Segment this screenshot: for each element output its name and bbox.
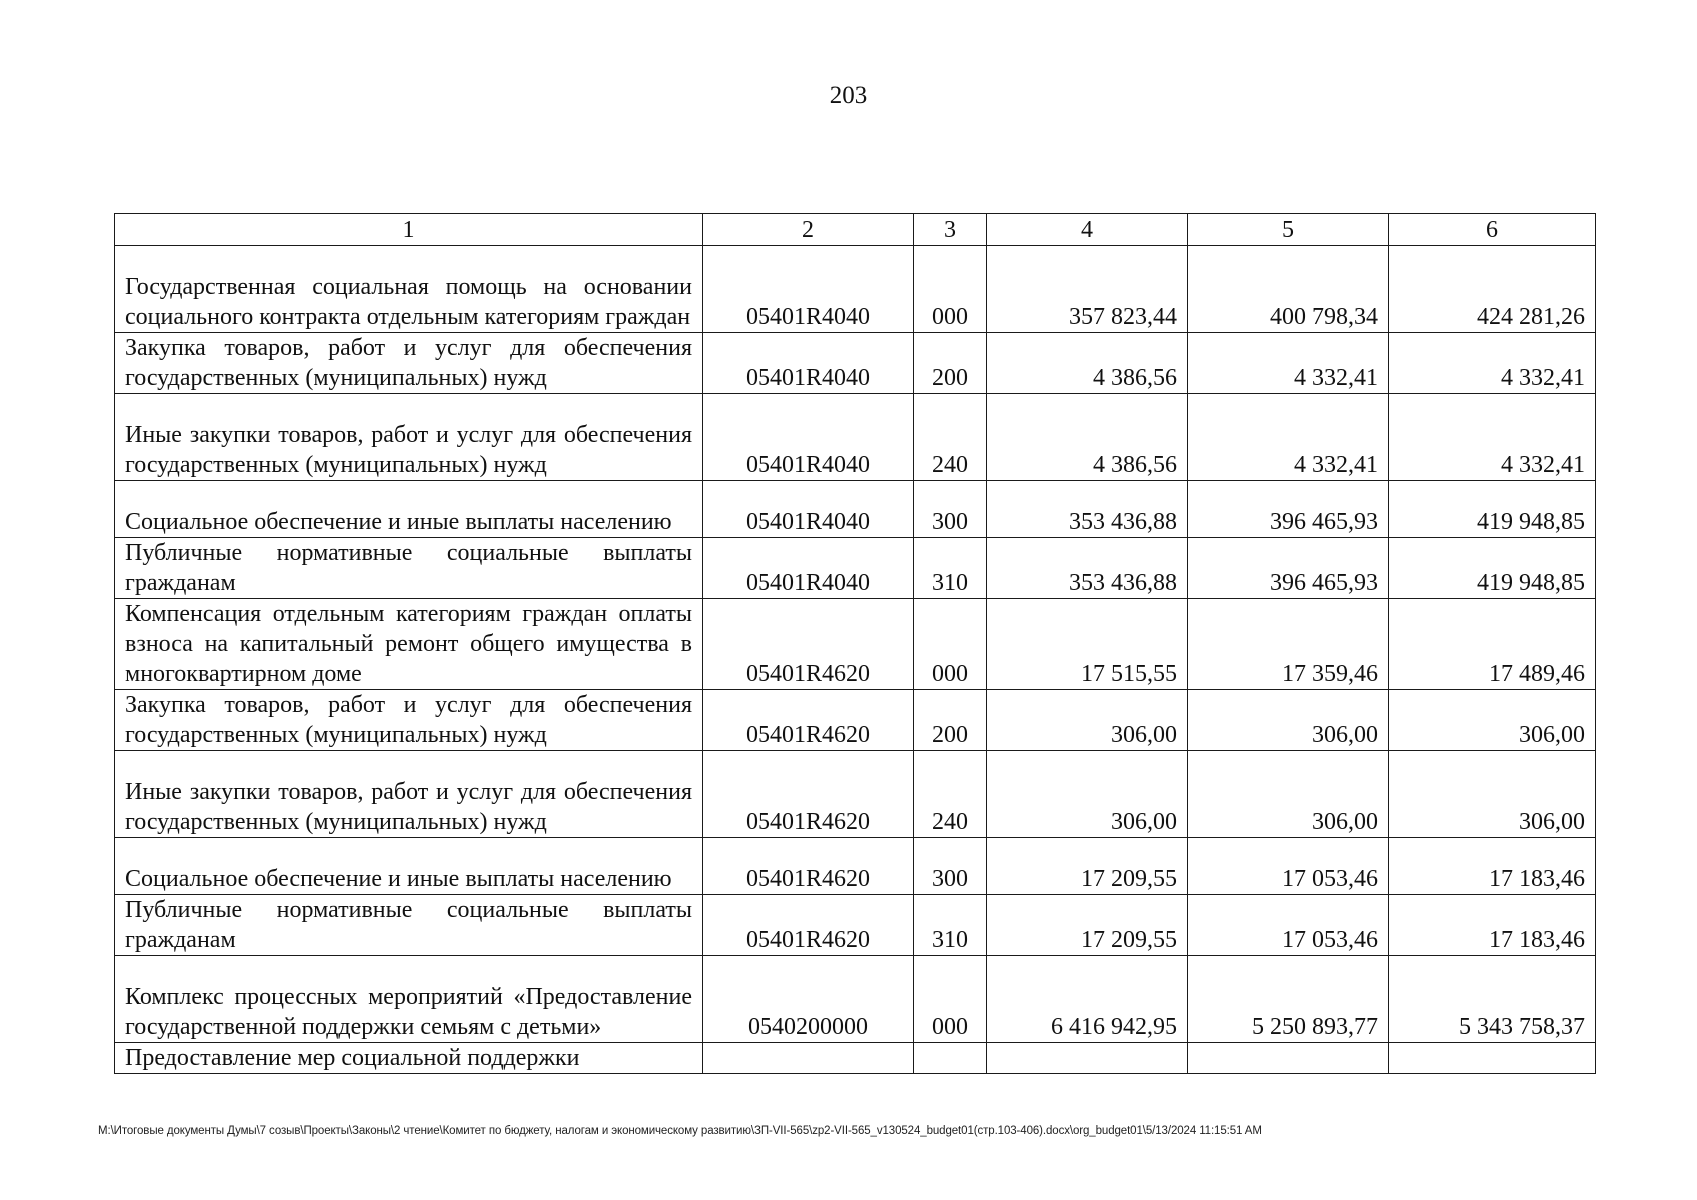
row-value-col4-cell: 17 515,55	[987, 599, 1188, 690]
table-row	[115, 481, 1596, 538]
row-value-col4-cell: 4 386,56	[987, 394, 1188, 481]
row-value-col6-cell: 5 343 758,37	[1389, 956, 1596, 1043]
row-type-cell: 310	[914, 538, 987, 599]
row-name-cell: Социальное обеспечение и иные выплаты населению	[115, 838, 703, 895]
row-code-cell: 05401R4040	[703, 333, 914, 394]
row-value-col6-cell: 4 332,41	[1389, 333, 1596, 394]
table-body	[115, 246, 1596, 1074]
row-value-col4-cell: 353 436,88	[987, 481, 1188, 538]
row-value-col6-cell: 4 332,41	[1389, 394, 1596, 481]
row-type-cell: 240	[914, 751, 987, 838]
row-value-col5-cell: 400 798,34	[1188, 246, 1389, 333]
table-row	[115, 599, 1596, 690]
column-header-4: 4	[987, 214, 1188, 246]
column-header-5: 5	[1188, 214, 1389, 246]
row-type-cell: 240	[914, 394, 987, 481]
row-type-cell: 300	[914, 838, 987, 895]
table-row	[115, 690, 1596, 751]
table-row	[115, 538, 1596, 599]
table-header-row	[115, 214, 1596, 246]
row-value-col6-cell: 424 281,26	[1389, 246, 1596, 333]
row-code-cell: 05401R4040	[703, 538, 914, 599]
row-value-col5-cell: 396 465,93	[1188, 538, 1389, 599]
row-code-cell: 05401R4620	[703, 895, 914, 956]
table-row	[115, 246, 1596, 333]
column-header-3: 3	[914, 214, 987, 246]
row-type-cell: 300	[914, 481, 987, 538]
table-row	[115, 838, 1596, 895]
column-header-6: 6	[1389, 214, 1596, 246]
row-type-cell: 200	[914, 333, 987, 394]
row-value-col6-cell: 419 948,85	[1389, 538, 1596, 599]
row-name-cell: Иные закупки товаров, работ и услуг для обеспечения государственных (муниципальных) нужд	[115, 751, 703, 838]
row-value-col4-cell: 357 823,44	[987, 246, 1188, 333]
row-name-cell: Государственная социальная помощь на основании социального контракта отдельным категориям граждан	[115, 246, 703, 333]
row-code-cell: 05401R4040	[703, 246, 914, 333]
row-value-col6-cell: 306,00	[1389, 690, 1596, 751]
row-value-col5-cell	[1188, 1043, 1389, 1074]
table-row	[115, 394, 1596, 481]
row-value-col5-cell: 4 332,41	[1188, 333, 1389, 394]
row-name-cell: Иные закупки товаров, работ и услуг для обеспечения государственных (муниципальных) нужд	[115, 394, 703, 481]
row-code-cell: 05401R4620	[703, 599, 914, 690]
row-value-col6-cell	[1389, 1043, 1596, 1074]
row-name-cell: Социальное обеспечение и иные выплаты населению	[115, 481, 703, 538]
row-value-col6-cell: 306,00	[1389, 751, 1596, 838]
row-value-col5-cell: 5 250 893,77	[1188, 956, 1389, 1043]
row-name-cell: Публичные нормативные социальные выплаты гражданам	[115, 538, 703, 599]
row-type-cell	[914, 1043, 987, 1074]
row-value-col5-cell: 306,00	[1188, 690, 1389, 751]
row-value-col5-cell: 4 332,41	[1188, 394, 1389, 481]
row-value-col4-cell: 17 209,55	[987, 895, 1188, 956]
row-name-cell: Компенсация отдельным категориям граждан оплаты взноса на капитальный ремонт общего имущества в многоквартирном доме	[115, 599, 703, 690]
row-type-cell: 200	[914, 690, 987, 751]
row-value-col4-cell: 306,00	[987, 690, 1188, 751]
row-value-col4-cell: 4 386,56	[987, 333, 1188, 394]
row-name-cell: Закупка товаров, работ и услуг для обеспечения государственных (муниципальных) нужд	[115, 333, 703, 394]
row-type-cell: 000	[914, 246, 987, 333]
row-value-col4-cell: 353 436,88	[987, 538, 1188, 599]
table-row	[115, 751, 1596, 838]
table-row	[115, 956, 1596, 1043]
row-value-col4-cell: 17 209,55	[987, 838, 1188, 895]
row-value-col5-cell: 17 359,46	[1188, 599, 1389, 690]
row-code-cell: 05401R4620	[703, 751, 914, 838]
row-code-cell: 0540200000	[703, 956, 914, 1043]
row-value-col5-cell: 17 053,46	[1188, 895, 1389, 956]
row-value-col6-cell: 17 183,46	[1389, 895, 1596, 956]
row-name-cell: Предоставление мер социальной поддержки	[115, 1043, 703, 1074]
row-type-cell: 000	[914, 599, 987, 690]
row-value-col4-cell: 306,00	[987, 751, 1188, 838]
row-value-col6-cell: 17 489,46	[1389, 599, 1596, 690]
table-row	[115, 1043, 1596, 1074]
budget-table	[114, 213, 1596, 1074]
row-code-cell: 05401R4620	[703, 838, 914, 895]
row-value-col6-cell: 419 948,85	[1389, 481, 1596, 538]
row-code-cell: 05401R4620	[703, 690, 914, 751]
row-type-cell: 310	[914, 895, 987, 956]
row-value-col4-cell	[987, 1043, 1188, 1074]
row-code-cell	[703, 1043, 914, 1074]
row-value-col5-cell: 396 465,93	[1188, 481, 1389, 538]
row-code-cell: 05401R4040	[703, 481, 914, 538]
row-code-cell: 05401R4040	[703, 394, 914, 481]
row-value-col5-cell: 17 053,46	[1188, 838, 1389, 895]
table-row	[115, 333, 1596, 394]
table-row	[115, 895, 1596, 956]
row-name-cell: Публичные нормативные социальные выплаты гражданам	[115, 895, 703, 956]
column-header-2: 2	[703, 214, 914, 246]
row-type-cell: 000	[914, 956, 987, 1043]
page-number: 203	[829, 82, 868, 109]
column-header-1: 1	[115, 214, 703, 246]
row-value-col4-cell: 6 416 942,95	[987, 956, 1188, 1043]
row-value-col5-cell: 306,00	[1188, 751, 1389, 838]
row-name-cell: Комплекс процессных мероприятий «Предоставление государственной поддержки семьям с детьми»	[115, 956, 703, 1043]
footer-file-path: M:\Итоговые документы Думы\7 созыв\Проекты\Законы\2 чтение\Комитет по бюджету, налогам и экономическому развитию\ЗП-VII-565\zp2-VII-565_v130524_budget01(стр.103-406).docx\org_budget01\5/13/2024 11:15:51 AM	[98, 1125, 1262, 1137]
row-name-cell: Закупка товаров, работ и услуг для обеспечения государственных (муниципальных) нужд	[115, 690, 703, 751]
row-value-col6-cell: 17 183,46	[1389, 838, 1596, 895]
